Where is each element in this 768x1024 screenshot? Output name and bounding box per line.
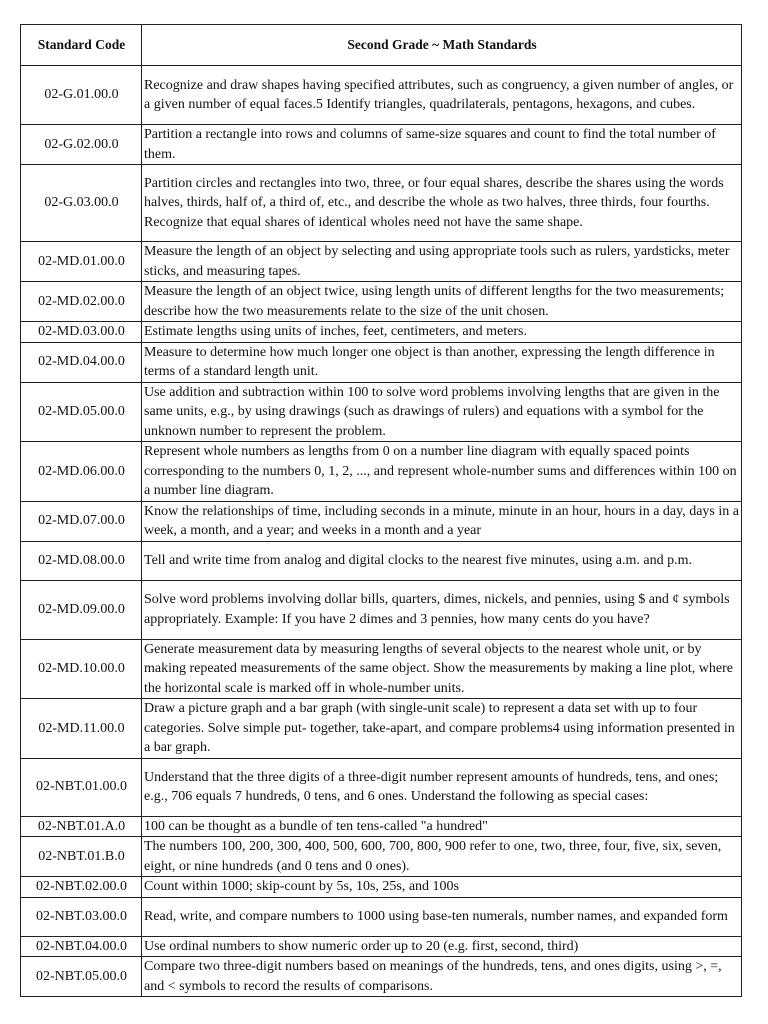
standard-code-cell: 02-MD.03.00.0 — [21, 322, 142, 343]
standard-code-cell: 02-NBT.04.00.0 — [21, 936, 142, 957]
standard-code-cell: 02-MD.01.00.0 — [21, 242, 142, 282]
standard-code-cell: 02-MD.06.00.0 — [21, 442, 142, 502]
standard-description-cell: Generate measurement data by measuring lengths of several objects to the nearest whole unit, or by making repeated measurements of the same object. Show the measurements by making a line plot, where the horizontal scale is marked off in whole-number units. — [142, 639, 742, 699]
standard-code-cell: 02-MD.04.00.0 — [21, 342, 142, 382]
standard-code-cell: 02-MD.02.00.0 — [21, 282, 142, 322]
standards-table — [20, 24, 742, 997]
table-row — [21, 758, 742, 816]
standard-code-cell: 02-NBT.02.00.0 — [21, 877, 142, 898]
standard-description-cell: Tell and write time from analog and digital clocks to the nearest five minutes, using a.m. and p.m. — [142, 541, 742, 580]
table-row — [21, 699, 742, 759]
standard-code-cell: 02-G.02.00.0 — [21, 125, 142, 165]
standard-description-cell: Use ordinal numbers to show numeric order up to 20 (e.g. first, second, third) — [142, 936, 742, 957]
standard-description-cell: Count within 1000; skip-count by 5s, 10s, 25s, and 100s — [142, 877, 742, 898]
standard-description-cell: Measure the length of an object twice, using length units of different lengths for the two measurements; describe how the two measurements relate to the size of the unit chosen. — [142, 282, 742, 322]
standard-code-cell: 02-MD.09.00.0 — [21, 580, 142, 639]
table-row — [21, 382, 742, 442]
table-row — [21, 541, 742, 580]
table-row — [21, 342, 742, 382]
standard-code-cell: 02-NBT.05.00.0 — [21, 957, 142, 997]
table-row — [21, 936, 742, 957]
table-row — [21, 322, 742, 343]
table-row — [21, 282, 742, 322]
standard-description-cell: Partition a rectangle into rows and columns of same-size squares and count to find the total number of them. — [142, 125, 742, 165]
table-row — [21, 639, 742, 699]
standard-code-cell: 02-MD.10.00.0 — [21, 639, 142, 699]
standard-description-cell: Compare two three-digit numbers based on meanings of the hundreds, tens, and ones digits, using >, =, and < symbols to record the results of comparisons. — [142, 957, 742, 997]
standard-description-cell: Measure to determine how much longer one object is than another, expressing the length difference in terms of a standard length unit. — [142, 342, 742, 382]
standard-description-cell: Use addition and subtraction within 100 to solve word problems involving lengths that are given in the same units, e.g., by using drawings (such as drawings of rulers) and equations with a symbol for the unknown number to represent the problem. — [142, 382, 742, 442]
table-row — [21, 957, 742, 997]
standards-title-header: Second Grade ~ Math Standards — [142, 25, 742, 66]
standard-description-cell: Estimate lengths using units of inches, feet, centimeters, and meters. — [142, 322, 742, 343]
table-row — [21, 125, 742, 165]
standard-description-cell: Represent whole numbers as lengths from 0 on a number line diagram with equally spaced points corresponding to the numbers 0, 1, 2, ..., and represent whole-number sums and differences within 100 on a number line diagram. — [142, 442, 742, 502]
table-row — [21, 165, 742, 242]
table-row — [21, 242, 742, 282]
standard-code-cell: 02-MD.08.00.0 — [21, 541, 142, 580]
standard-code-cell: 02-NBT.01.A.0 — [21, 816, 142, 837]
standard-code-cell: 02-MD.11.00.0 — [21, 699, 142, 759]
standard-description-cell: Solve word problems involving dollar bills, quarters, dimes, nickels, and pennies, using $ and ¢ symbols appropriately. Example: If you have 2 dimes and 3 pennies, how many cents do you have? — [142, 580, 742, 639]
standard-description-cell: Recognize and draw shapes having specified attributes, such as congruency, a given number of angles, or a given number of equal faces.5 Identify triangles, quadrilaterals, pentagons, hexagons, and cubes. — [142, 66, 742, 125]
standard-description-cell: The numbers 100, 200, 300, 400, 500, 600, 700, 800, 900 refer to one, two, three, four, five, six, seven, eight, or nine hundreds (and 0 tens and 0 ones). — [142, 837, 742, 877]
standard-code-cell: 02-G.01.00.0 — [21, 66, 142, 125]
standard-code-cell: 02-MD.05.00.0 — [21, 382, 142, 442]
standard-code-cell: 02-NBT.03.00.0 — [21, 897, 142, 936]
table-row — [21, 816, 742, 837]
standard-description-cell: Measure the length of an object by selecting and using appropriate tools such as rulers, yardsticks, meter sticks, and measuring tapes. — [142, 242, 742, 282]
standard-description-cell: Partition circles and rectangles into two, three, or four equal shares, describe the shares using the words halves, thirds, half of, a third of, etc., and describe the whole as two halves, three thirds, four fourths. Recognize that equal shares of identical wholes need not have the same shape. — [142, 165, 742, 242]
standard-code-cell: 02-NBT.01.00.0 — [21, 758, 142, 816]
standard-code-cell: 02-G.03.00.0 — [21, 165, 142, 242]
table-row — [21, 580, 742, 639]
table-row — [21, 501, 742, 541]
standard-description-cell: Know the relationships of time, including seconds in a minute, minute in an hour, hours in a day, days in a week, a month, and a year; and weeks in a month and a year — [142, 501, 742, 541]
standard-code-header: Standard Code — [21, 25, 142, 66]
standard-code-cell: 02-NBT.01.B.0 — [21, 837, 142, 877]
table-row — [21, 837, 742, 877]
table-row — [21, 442, 742, 502]
table-row — [21, 897, 742, 936]
table-row — [21, 66, 742, 125]
standard-description-cell: Read, write, and compare numbers to 1000 using base-ten numerals, number names, and expanded form — [142, 897, 742, 936]
table-header-row — [21, 25, 742, 66]
standard-description-cell: Understand that the three digits of a three-digit number represent amounts of hundreds, tens, and ones; e.g., 706 equals 7 hundreds, 0 tens, and 6 ones. Understand the following as special cases: — [142, 758, 742, 816]
table-row — [21, 877, 742, 898]
standard-description-cell: 100 can be thought as a bundle of ten tens-called "a hundred" — [142, 816, 742, 837]
standard-description-cell: Draw a picture graph and a bar graph (with single-unit scale) to represent a data set with up to four categories. Solve simple put- together, take-apart, and compare problems4 using information presented in a bar graph. — [142, 699, 742, 759]
standard-code-cell: 02-MD.07.00.0 — [21, 501, 142, 541]
